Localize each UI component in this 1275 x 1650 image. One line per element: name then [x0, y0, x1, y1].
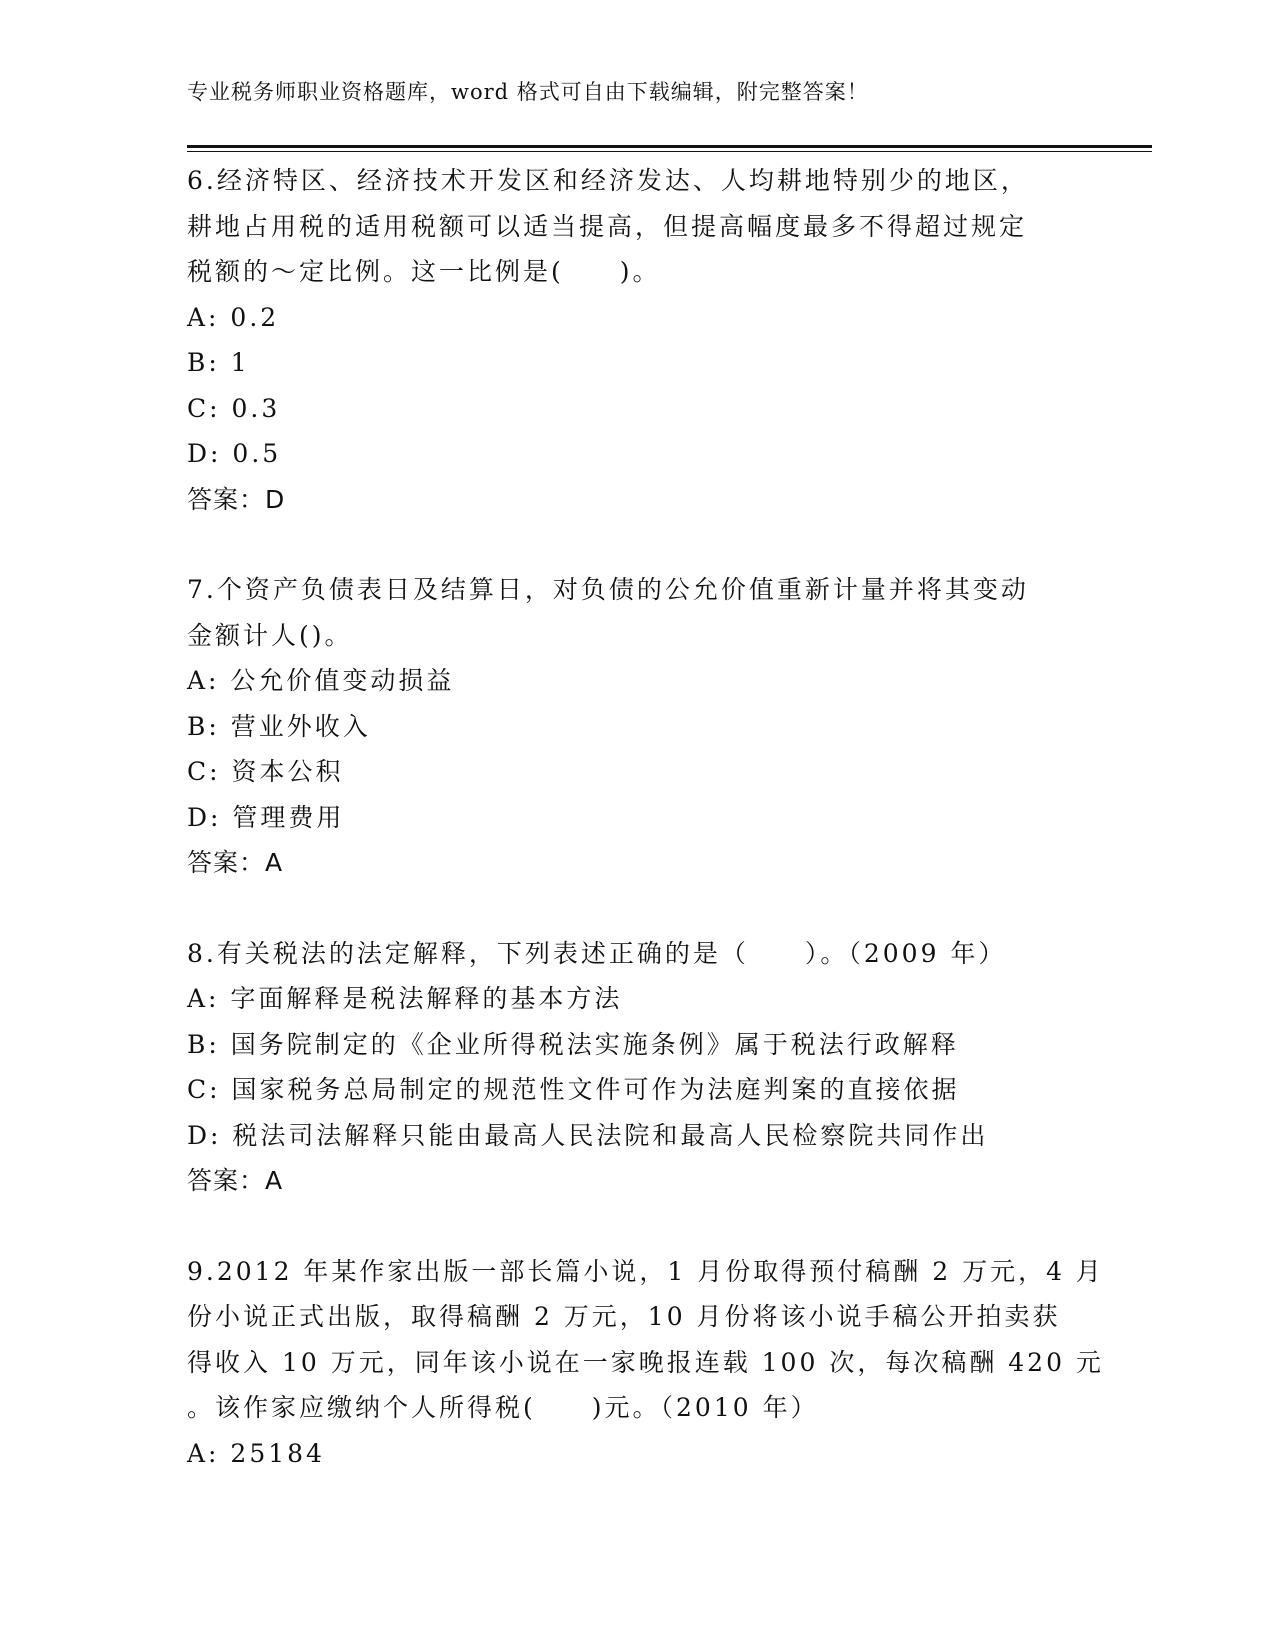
question-list [187, 158, 1104, 1476]
option-a: A: 25184 [187, 1438, 325, 1468]
option-b: B: 营业外收入 [187, 711, 371, 741]
option-a: A: 字面解释是税法解释的基本方法 [187, 984, 623, 1013]
question-9 [187, 1249, 1104, 1477]
question-text-line: 7.个资产负债表日及结算日，对负债的公允价值重新计量并将其变动 [187, 575, 1029, 604]
option-a: A: 公允价值变动损益 [187, 666, 455, 695]
question-text-line: 得收入 10 万元，同年该小说在一家晚报连载 100 次，每次稿酬 420 元 [187, 1347, 1104, 1377]
option-d: D: 税法司法解释只能由最高人民法院和最高人民检察院共同作出 [187, 1120, 989, 1150]
page-header: 专业税务师职业资格题库，word 格式可自由下载编辑，附完整答案！ [187, 80, 869, 104]
question-text-line: 8.有关税法的法定解释，下列表述正确的是（ ）。（2009 年） [187, 938, 1007, 968]
answer: 答案：A [187, 848, 284, 877]
question-text-line: 金额计人()。 [187, 620, 353, 650]
question-6 [187, 158, 1087, 522]
question-text-line: 税额的～定比例。这一比例是( )。 [187, 257, 661, 286]
question-text-line: 。该作家应缴纳个人所得税( )元。（2010 年） [187, 1393, 819, 1422]
question-text-line: 份小说正式出版，取得稿酬 2 万元，10 月份将该小说手稿公开拍卖获 [187, 1302, 1061, 1331]
answer: 答案：D [187, 484, 286, 514]
question-7 [187, 567, 1087, 886]
option-d: D: 0.5 [187, 439, 282, 468]
option-c: C: 0.3 [187, 393, 281, 423]
answer: 答案：A [187, 1166, 284, 1195]
question-text-line: 6.经济特区、经济技术开发区和经济发达、人均耕地特别少的地区， [187, 166, 1029, 195]
question-text-line: 耕地占用税的适用税额可以适当提高，但提高幅度最多不得超过规定 [187, 211, 1028, 241]
question-8 [187, 931, 1087, 1204]
option-a: A: 0.2 [187, 302, 280, 332]
option-b: B: 1 [187, 348, 250, 377]
question-text-line: 9.2012 年某作家出版一部长篇小说，1 月份取得预付稿酬 2 万元，4 月 [187, 1256, 1104, 1286]
option-c: C: 国家税务总局制定的规范性文件可作为法庭判案的直接依据 [187, 1075, 960, 1104]
header-rule-thick [187, 145, 1152, 148]
option-d: D: 管理费用 [187, 802, 345, 832]
option-c: C: 资本公积 [187, 757, 344, 786]
option-b: B: 国务院制定的《企业所得税法实施条例》属于税法行政解释 [187, 1029, 959, 1059]
header-rule-thin [187, 151, 1152, 152]
